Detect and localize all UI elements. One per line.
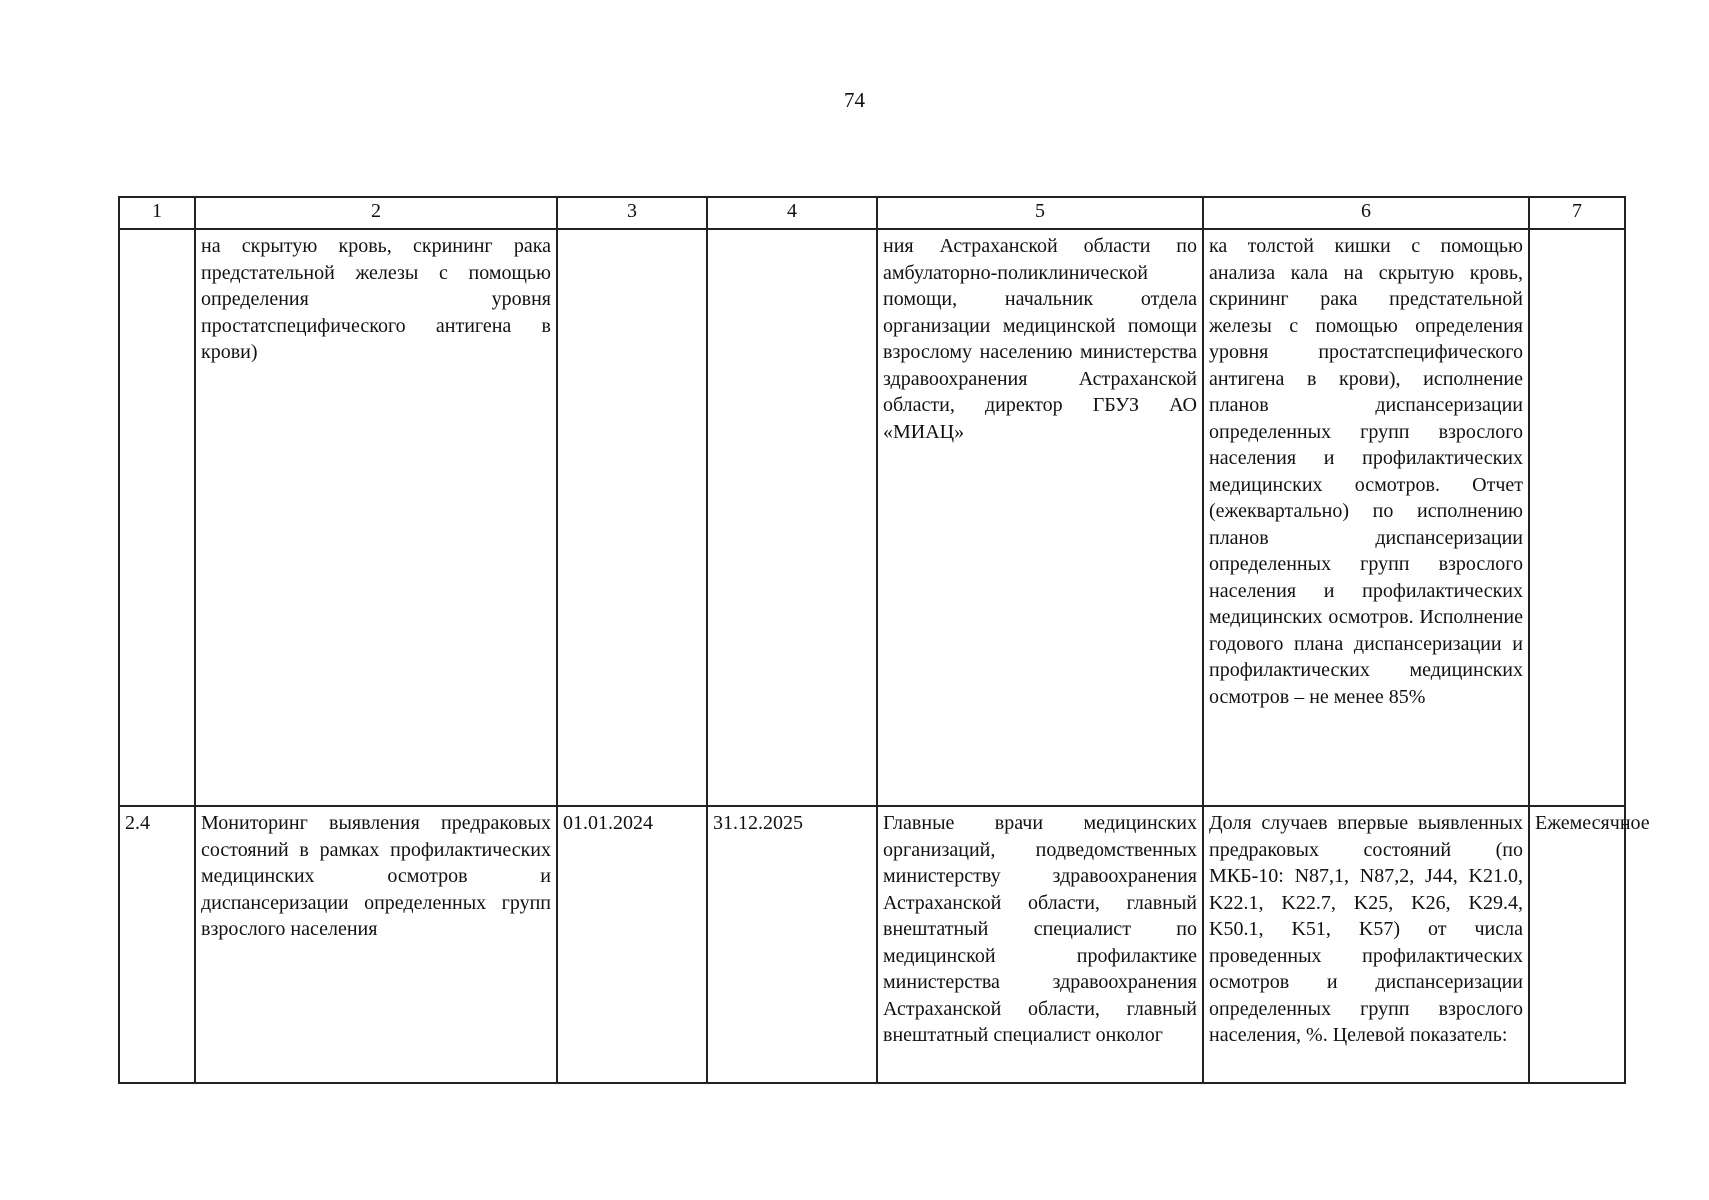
cell-frequency: Ежемесячное xyxy=(1529,806,1625,1083)
header-col-3: 3 xyxy=(557,197,707,229)
cell-frequency xyxy=(1529,229,1625,806)
header-col-5: 5 xyxy=(877,197,1203,229)
header-col-4: 4 xyxy=(707,197,877,229)
cell-responsible: Главные врачи медицинских организаций, подведомственных министерству здравоохранения Астраханской области, главный внештатный специалист по медицинской профилактике министерства здравоохранения Астраханской области, главный внештатный специалист онколог xyxy=(877,806,1203,1083)
header-col-7: 7 xyxy=(1529,197,1625,229)
plan-table xyxy=(118,196,1650,1084)
cell-end-date xyxy=(707,229,877,806)
cell-event: на скрытую кровь, скрининг рака предстательной железы с помощью определения уровня простатспецифического антигена в крови) xyxy=(195,229,557,806)
cell-number xyxy=(119,229,195,806)
cell-result: ка толстой кишки с помощью анализа кала на скрытую кровь, скрининг рака предстательной железы с помощью определения уровня простатспецифического антигена в крови), исполнение планов диспансеризации определенных групп взрослого населения и профилактических медицинских осмотров. Отчет (ежеквартально) по исполнению планов диспансеризации определенных групп взрослого населения и профилактических медицинских осмотров. Исполнение годового плана диспансеризации и профилактических медицинских осмотров – не менее 85% xyxy=(1203,229,1529,806)
table-row xyxy=(119,806,1625,1083)
header-col-1: 1 xyxy=(119,197,195,229)
cell-result: Доля случаев впервые выявленных предраковых состояний (по МКБ-10: N87,1, N87,2, J44, K21.0, K22.1, K22.7, K25, K26, K29.4, K50.1, K51, K57) от числа проведенных профилактических осмотров и диспансеризации определенных групп взрослого населения, %. Целевой показатель: xyxy=(1203,806,1529,1083)
cell-start-date xyxy=(557,229,707,806)
cell-number: 2.4 xyxy=(119,806,195,1083)
header-col-6: 6 xyxy=(1203,197,1529,229)
cell-responsible: ния Астраханской области по амбулаторно-поликлинической помощи, начальник отдела организации медицинской помощи взрослому населению министерства здравоохранения Астраханской области, директор ГБУЗ АО «МИАЦ» xyxy=(877,229,1203,806)
cell-start-date: 01.01.2024 xyxy=(557,806,707,1083)
cell-end-date: 31.12.2025 xyxy=(707,806,877,1083)
header-row xyxy=(119,197,1625,229)
cell-event: Мониторинг выявления предраковых состояний в рамках профилактических медицинских осмотров и диспансеризации определенных групп взрослого населения xyxy=(195,806,557,1083)
header-col-2: 2 xyxy=(195,197,557,229)
table-row xyxy=(119,229,1625,806)
page-number: 74 xyxy=(844,88,865,112)
